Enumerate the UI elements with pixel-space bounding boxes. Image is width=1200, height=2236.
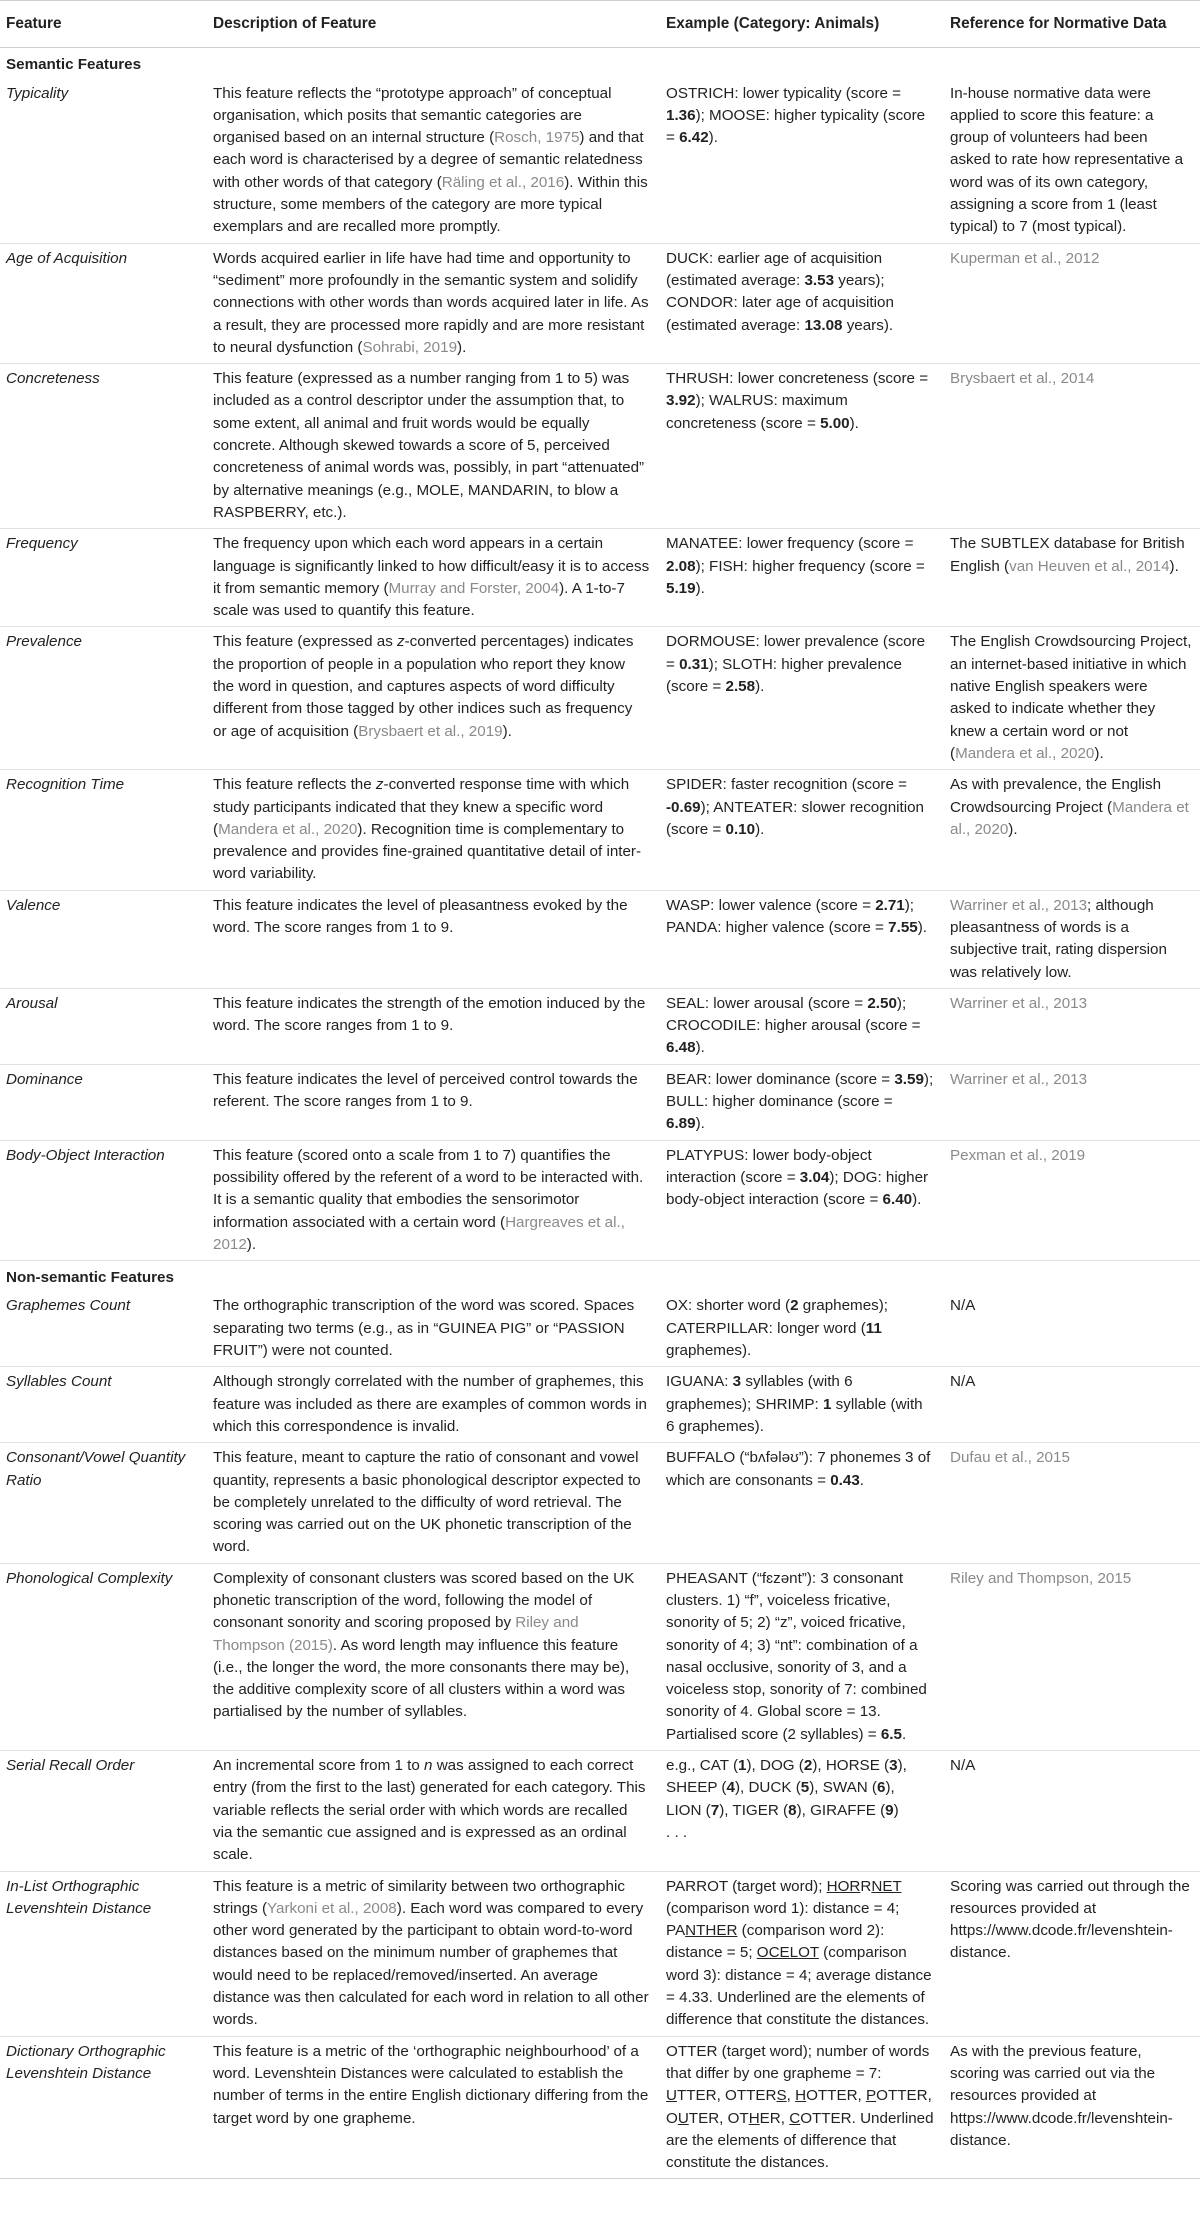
text: ) and that each word is characterised by a degree of semantic relatedness with other words of that category ( [213,129,644,191]
feature-example [658,988,942,1064]
feature-name: Age of Acquisition [0,243,205,363]
table-row [0,1871,1200,2036]
citation-link[interactable]: Räling et al., 2016 [441,173,565,191]
text: -converted response time with which study participants indicated that they knew a specific word ( [213,776,630,838]
feature-name: Syllables Count [0,1367,205,1443]
text: TER, OT [688,2109,749,2127]
text: THRUSH: lower concreteness (score = [666,370,929,388]
feature-example [658,1563,942,1750]
text: graphemes). [666,1342,752,1360]
text: ). [1008,820,1018,838]
text: e.g., [666,1757,700,1775]
score-value: 2.08 [666,557,696,575]
text: PA [666,1922,686,1940]
underlined-text: OCELOT [756,1944,819,1962]
feature-reference: N/A [942,1367,1200,1443]
citation-link[interactable]: Kuperman et al., 2012 [942,243,1200,363]
underlined-text: U [677,2109,689,2127]
text: An incremental score from 1 to [213,1757,425,1775]
text: This feature is a metric of similarity between two orthographic strings ( [213,1877,625,1917]
table-row [0,529,1200,627]
text: Complexity of consonant clusters was scored based on the UK phonetic transcription of the word, following the model of consonant sonority and scoring proposed by [213,1569,635,1632]
feature-example [658,1140,942,1260]
score-value: 1 [823,1395,832,1413]
text: SPIDER: faster recognition (score = [666,776,907,794]
header-feature: Feature [0,1,205,48]
text: MANATEE: lower frequency (score = [666,535,914,553]
table-row [0,890,1200,988]
text: Words acquired earlier in life have had time and opportunity to “sediment” more profoundly in the semantic system and solidify connections with other words than words acquired later in life. As a result, they are processed more rapidly and are more resistant to neural dysfunction ( [213,249,649,356]
citation-link[interactable]: Warriner et al., 2013 [950,896,1088,914]
feature-example [658,529,942,627]
text: syllable (with 6 graphemes). [666,1395,923,1435]
underlined-text: C [789,2109,801,2127]
score-value: 3.53 [804,271,835,289]
citation-link[interactable]: Warriner et al., 2013 [942,1064,1200,1140]
section-title-semantic: Semantic Features [6,56,142,74]
citation-link[interactable]: Pexman et al., 2019 [942,1140,1200,1260]
text: ). A 1-to-7 scale was used to quantify this feature. [213,579,625,620]
text: BUFFALO (“bʌfələʊ”): 7 phonemes 3 of which are consonants = [666,1449,931,1489]
citation-link[interactable]: Rosch, 1975 [494,129,580,147]
table-row [0,1751,1200,1871]
feature-name: Valence [0,890,205,988]
text: TTER, OTTER [676,2087,777,2105]
feature-example [658,1443,942,1563]
feature-name: Dictionary Orthographic Levenshtein Distance [0,2036,205,2179]
text: BEAR: lower dominance (score = [666,1070,895,1088]
section-row [0,48,1200,79]
underlined-text: H [795,2087,807,2105]
table-row [0,1367,1200,1443]
text: As with prevalence, the English Crowdsourcing Project ( [950,776,1162,816]
serial-item: TIGER (8), [732,1801,811,1819]
citation-link[interactable]: Warriner et al., 2013 [942,988,1200,1064]
text: years); CONDOR: later age of acquisition (estimated average: [666,271,894,334]
citation-link[interactable]: Mandera et al., 2020 [950,798,1189,838]
feature-reference [942,627,1200,770]
score-value: -0.69 [666,798,701,816]
feature-name: Concreteness [0,364,205,529]
serial-number: 4 [726,1779,735,1797]
text: This feature reflects the “prototype approach” of conceptual organisation, which posits that semantic categories are organised based on an internal structure ( [213,84,612,147]
feature-description [205,529,658,627]
text: PLATYPUS: lower body-object interaction (score = [666,1146,872,1186]
feature-description: This feature indicates the level of pleasantness evoked by the word. The score ranges from 1 to 9. [205,890,658,988]
score-value: 1.36 [666,106,696,124]
text: -converted percentages) indicates the proportion of people in a population who report they know the word in question, and captures aspects of word difficulty different from those tagged by other indices such as frequency or age of acquisition ( [213,633,634,740]
feature-example [658,1064,942,1140]
serial-items [666,1757,907,1819]
underlined-text: U [666,2087,677,2105]
header-description: Description of Feature [205,1,658,48]
text: . As word length may influence this feature (i.e., the longer the word, the more consonants there may be), the additive complexity score of all clusters within a word was partialised by the number of syllables. [213,1636,630,1721]
feature-reference: In-house normative data were applied to score this feature: a group of volunteers had been asked to rate how representative a word was of its own category, assigning a score from 1 (least typical) to 7 (most typical). [942,79,1200,244]
text: (comparison word 2): distance = 5; [666,1922,885,1962]
text: ); WALRUS: maximum concreteness (score = [666,392,848,432]
text: ). [695,1039,705,1057]
citation-link[interactable]: Murray and Forster, 2004 [388,579,560,597]
feature-name: Prevalence [0,627,205,770]
feature-example [658,364,942,529]
table-row [0,1064,1200,1140]
feature-description: This feature (expressed as a number ranging from 1 to 5) was included as a control descriptor under the assumption that, to some extent, all animal and fruit words would be equally concrete. Although skewed towards a score of 5, perceived concreteness of animal words was, possibly, in part “attenuated” by alternative meanings (e.g., MOLE, MANDARIN, to blow a RASPBERRY, etc.). [205,364,658,529]
feature-description [205,1871,658,2036]
table-row [0,770,1200,890]
text: ). [695,579,705,597]
feature-reference [942,890,1200,988]
serial-item: HORSE (3), [825,1757,907,1775]
serial-number: 1 [738,1757,747,1775]
feature-description: This feature indicates the level of perceived control towards the referent. The score ranges from 1 to 9. [205,1064,658,1140]
text: The SUBTLEX database for British English ( [950,535,1185,575]
serial-number: 8 [788,1801,797,1819]
feature-name: Typicality [0,79,205,244]
feature-description [205,1140,658,1260]
text: ). Recognition time is complementary to prevalence and provides fine-grained quantitative detail of inter-word variability. [213,820,642,883]
text: PHEASANT (“fɛzənt”): 3 consonant clusters. 1) “f”, voiceless fricative, sonority of 5; 2) “z”, voiced fricative, sonority of 4; 3) “nt”: combination of a nasal occlusive, sonority of 3, and a voiceless stop, sonority of 7: combined sonority of 4. Global score = 13. Partialised score (2 syllables) = [666,1569,927,1743]
text: OX: shorter word ( [666,1297,791,1315]
table-row [0,1443,1200,1563]
score-value: 7.55 [888,918,918,936]
citation-link[interactable]: Brysbaert et al., 2014 [942,364,1200,529]
citation-link[interactable]: Brysbaert et al., 2019 [358,722,503,740]
text: (comparison word 3): distance = 4; average distance = 4.33. Underlined are the elements of difference that constitute the distances. [666,1944,932,2029]
text: This feature reflects the [213,776,376,794]
feature-description [205,243,658,363]
score-value: 6.48 [666,1039,696,1057]
feature-description [205,1751,658,1871]
text: ). [502,722,512,740]
citation-link[interactable]: Sohrabi, 2019 [362,338,458,356]
citation-link[interactable]: Mandera et al., 2020 [218,820,358,838]
text: ). [912,1191,922,1209]
text: . [859,1471,865,1489]
text: OTTER (target word); number of words that differ by one grapheme = 7: [666,2042,930,2082]
underlined-text: NTHER [685,1922,738,1940]
text: ); PANDA: higher valence (score = [666,896,915,936]
feature-description [205,1563,658,1750]
text: ). Each word was compared to every other word generated by the participant to obtain word-to-word distances based on the minimum number of graphemes that would need to be replaced/removed/inserted. An average distance was then calculated for each word in relation to all other words. [213,1899,649,2029]
text: years). [842,316,894,334]
header-example: Example (Category: Animals) [658,1,942,48]
underlined-text: S [776,2087,787,2105]
text: ). [755,820,765,838]
score-value: 3.04 [799,1168,830,1186]
serial-item: CAT (1), [699,1757,760,1775]
score-value: 5.00 [820,414,850,432]
serial-number: 5 [800,1779,810,1797]
score-value: 2.71 [875,896,905,914]
text: OTTER. Underlined are the elements of difference that constitute the distances. [666,2109,934,2172]
serial-item: DOG (2), [759,1757,826,1775]
text: The English Crowdsourcing Project, an internet-based initiative in which native English speakers were asked to indicate whether they knew a certain word or not ( [950,633,1192,762]
text: ); SLOTH: higher prevalence (score = [666,655,902,696]
feature-example [658,79,942,244]
score-value: 6.89 [666,1115,696,1133]
citation-link[interactable]: Yarkoni et al., 2008 [267,1899,397,1917]
score-value: 11 [865,1319,882,1337]
feature-name: Consonant/Vowel Quantity Ratio [0,1443,205,1563]
text: ). [246,1235,257,1253]
table-row [0,364,1200,529]
text: z [375,776,384,794]
text: . [901,1725,907,1743]
feature-name: Recognition Time [0,770,205,890]
serial-item: DUCK (5), [748,1779,823,1797]
score-value: 3.92 [666,392,696,410]
text: PARROT (target word); [666,1877,827,1895]
feature-example [658,243,942,363]
serial-item: LION (7), [666,1801,733,1819]
score-value: 6.5 [880,1725,902,1743]
text: IGUANA: [666,1373,733,1391]
feature-reference: As with the previous feature, scoring was carried out via the resources provided at https://www.dcode.fr/levenshtein-distance. [942,2036,1200,2179]
score-value: 0.31 [679,655,709,673]
score-value: 6.40 [882,1191,913,1209]
table-header-row [0,1,1200,48]
text: (comparison word 1): distance = 4; [666,1899,900,1917]
serial-item: SWAN (6), [822,1779,895,1797]
table-row [0,243,1200,363]
citation-link[interactable]: Dufau et al., 2015 [942,1443,1200,1563]
serial-number: 2 [803,1757,813,1775]
text: , [786,2087,796,2105]
serial-number: 7 [710,1801,720,1819]
underlined-text: NET [871,1877,902,1895]
feature-name: Graphemes Count [0,1291,205,1366]
serial-number: 9 [885,1801,894,1819]
feature-reference: Scoring was carried out through the resources provided at https://www.dcode.fr/levenshtein-distance. [942,1871,1200,2036]
header-reference: Reference for Normative Data [942,1,1200,48]
feature-example [658,2036,942,2179]
underlined-text: H [748,2109,760,2127]
feature-name: Arousal [0,988,205,1064]
text: OSTRICH: lower typicality (score = [666,84,902,102]
score-value: 0.10 [725,820,756,838]
serial-number: 6 [877,1779,886,1797]
feature-name: Serial Recall Order [0,1751,205,1871]
underlined-text: P [866,2087,877,2105]
text: ). [1094,744,1104,762]
feature-example [658,1871,942,2036]
score-value: 3.59 [894,1070,924,1088]
citation-link[interactable]: Riley and Thompson, 2015 [942,1563,1200,1750]
feature-example [658,770,942,890]
text: ); CROCODILE: higher arousal (score = [666,994,921,1035]
feature-description: The orthographic transcription of the word was scored. Spaces separating two terms (e.g., as in “GUINEA PIG” or “PASSION FRUIT”) were not counted. [205,1291,658,1366]
feature-name: Body-Object Interaction [0,1140,205,1260]
feature-example [658,890,942,988]
table-row [0,627,1200,770]
feature-example [658,627,942,770]
serial-item: SHEEP (4), [666,1779,749,1797]
text: ). [708,129,718,147]
citation-link[interactable]: Mandera et al., 2020 [955,744,1095,762]
score-value: 2 [790,1297,799,1315]
text: R [860,1877,872,1895]
score-value: 13.08 [804,316,843,334]
feature-reference: N/A [942,1751,1200,1871]
text: ). [917,918,927,936]
citation-link[interactable]: Hargreaves et al., 2012 [213,1213,625,1253]
feature-name: Dominance [0,1064,205,1140]
feature-description [205,770,658,890]
serial-number: 3 [889,1757,898,1775]
feature-description: This feature, meant to capture the ratio of consonant and vowel quantity, represents a basic phonological descriptor expected to be completely unrelated to the difficulty of word retrieval. The scoring was carried out on the UK phonetic transcription of the word. [205,1443,658,1563]
table-row [0,988,1200,1064]
feature-description [205,79,658,244]
feature-example [658,1367,942,1443]
text: z [397,633,405,651]
table-row [0,79,1200,244]
feature-example [658,1751,942,1871]
text: syllables (with 6 graphemes); SHRIMP: [666,1373,853,1413]
text: WASP: lower valence (score = [666,896,876,914]
score-value: 5.19 [666,579,696,597]
text: ; although pleasantness of words is a subjective trait, rating dispersion was relatively low. [950,896,1167,981]
feature-reference [942,770,1200,890]
score-value: 6.42 [679,129,709,147]
feature-name: Phonological Complexity [0,1563,205,1750]
score-value: 0.43 [830,1471,860,1489]
text: DUCK: earlier age of acquisition (estimated average: [666,249,883,289]
text: This feature (scored onto a scale from 1 to 7) quantifies the possibility offered by the referent of a word to be interacted with. It is a semantic quality that embodies the sensorimotor information associated with a certain word ( [213,1146,644,1231]
section-title-nonsemantic: Non-semantic Features [6,1269,174,1287]
text: ); ANTEATER: slower recognition (score = [666,798,925,838]
text: . . . [666,1823,688,1841]
feature-description: This feature indicates the strength of the emotion induced by the word. The score ranges from 1 to 9. [205,988,658,1064]
text: ). Within this structure, some members of the category are more typical exemplars and are recalled more promptly. [213,173,648,236]
table-row [0,2036,1200,2179]
text: The frequency upon which each word appears in a certain language is significantly linked to how difficult/easy it is to access it from semantic memory ( [213,535,650,597]
text: DORMOUSE: lower prevalence (score = [666,633,926,673]
text: ER, [759,2109,790,2127]
underlined-text: HOR [826,1877,861,1895]
feature-description: Although strongly correlated with the number of graphemes, this feature was included as there are examples of common words in which this correspondence is invalid. [205,1367,658,1443]
text: This feature (expressed as [213,633,398,651]
feature-description: This feature is a metric of the ‘orthographic neighbourhood’ of a word. Levenshtein Distances were calculated to establish the number of terms in the entire English dictionary differing from the target word by one grapheme. [205,2036,658,2179]
score-value: 3 [732,1373,742,1391]
score-value: 2.50 [867,994,897,1012]
serial-item: GIRAFFE (9) [810,1801,899,1819]
feature-description [205,627,658,770]
score-value: 2.58 [725,678,756,696]
text: ); BULL: higher dominance (score = [666,1070,934,1111]
text: OTTER, [806,2087,866,2105]
table-row [0,1140,1200,1260]
feature-name: In-List Orthographic Levenshtein Distance [0,1871,205,2036]
table-row [0,1563,1200,1750]
text: ). [849,414,859,432]
text: ); DOG: higher body-object interaction (score = [666,1168,929,1209]
citation-link[interactable]: Riley and Thompson (2015) [213,1614,579,1654]
text: ). [1169,557,1179,575]
text: OTTER, O [666,2087,932,2127]
text: ); FISH: higher frequency (score = [695,557,925,575]
citation-link[interactable]: van Heuven et al., 2014 [1009,557,1170,575]
text: ). [755,678,765,696]
text: SEAL: lower arousal (score = [666,994,868,1012]
text: ); MOOSE: higher typicality (score = [666,106,926,147]
text: n [424,1757,433,1775]
table-row [0,1291,1200,1366]
feature-example [658,1291,942,1366]
section-row [0,1261,1200,1292]
text: was assigned to each correct entry (from the first to the last) generated for each category. This variable reflects the serial order with which words are recalled via the semantic cue assigned and is expressed as an ordinal scale. [213,1757,646,1864]
text: ). [457,338,467,356]
feature-name: Frequency [0,529,205,627]
text: graphemes); CATERPILLAR: longer word ( [666,1297,889,1337]
text: ). [695,1115,705,1133]
feature-reference [942,529,1200,627]
feature-reference: N/A [942,1291,1200,1366]
